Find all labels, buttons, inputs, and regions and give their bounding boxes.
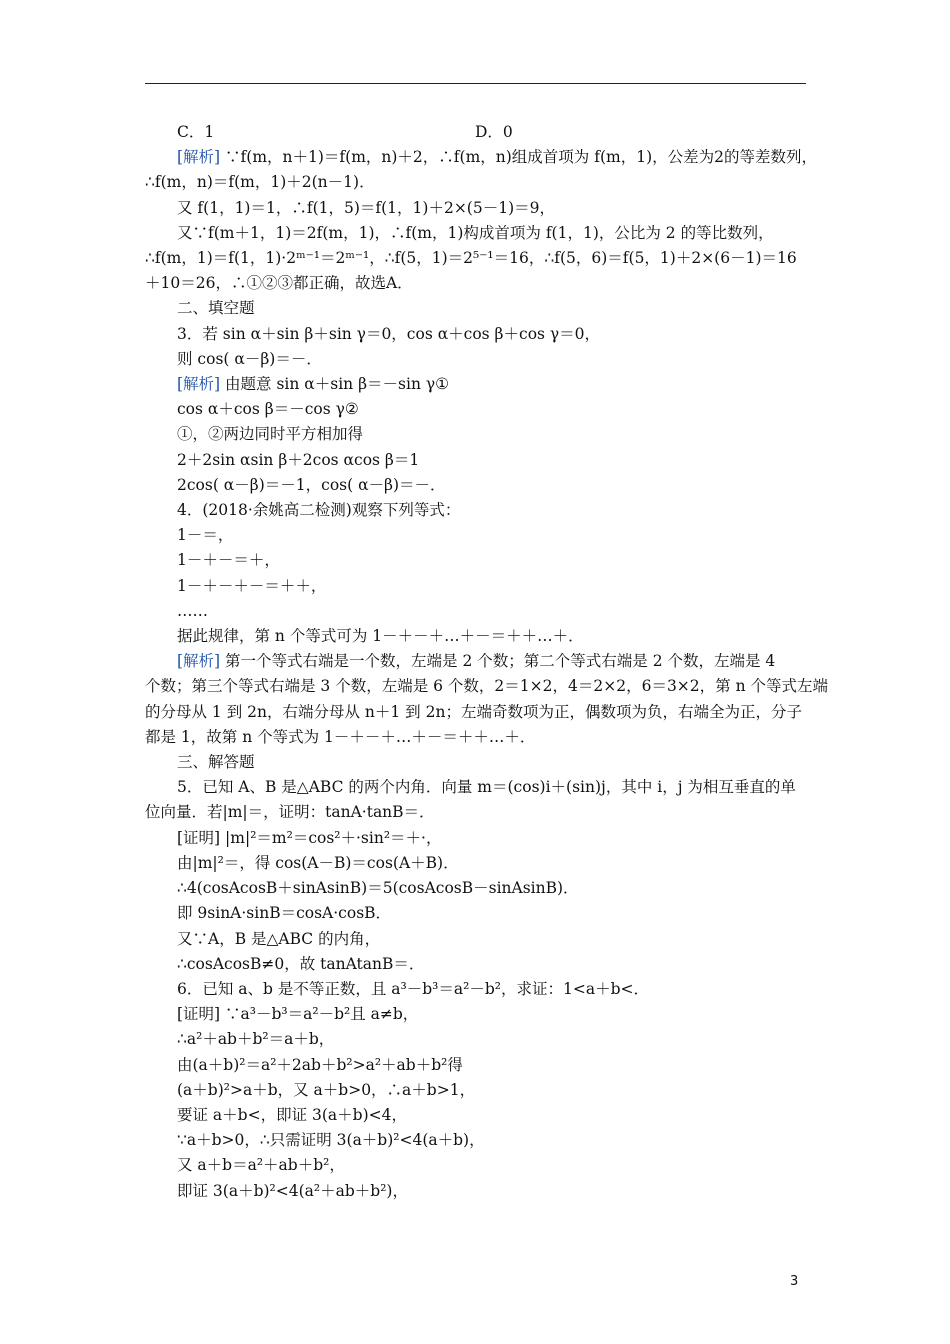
text-line: ∴f(m，1)＝f(1，1)·2ᵐ⁻¹＝2ᵐ⁻¹，∴f(5，1)＝2⁵⁻¹＝16，∴f(5，6)＝f(5，1)＋2×(6－1)＝16 [145, 249, 797, 268]
question-4: 4．(2018·余姚高二检测)观察下列等式： [177, 501, 461, 520]
analysis-tag: [解析] [177, 652, 221, 671]
text-line: 由(a＋b)²＝a²＋2ab＋b²>a²＋ab＋b²得 [177, 1055, 463, 1074]
answer-options [145, 120, 815, 145]
text-line: 个数；第三个等式右端是 3 个数，左端是 6 个数，2＝1×2，4＝2×2，6＝3×2，第 n 个等式左端 [145, 677, 828, 696]
page-number: 3 [790, 1274, 799, 1289]
analysis-tag: [解析] [177, 375, 221, 394]
option-c: C．1 [177, 123, 215, 141]
text-line: 又 f(1，1)＝1，∴f(1，5)＝f(1，1)＋2×(5－1)＝9， [177, 198, 555, 217]
text-line: [证明] ∵a³－b³＝a²－b²且 a≠b， [177, 1005, 419, 1024]
analysis-tag: [解析] [177, 148, 221, 167]
text-line: 的分母从 1 到 2n，右端分母从 n＋1 到 2n；左端奇数项为正，偶数项为负，右端全为正，分子 [145, 702, 802, 721]
text-line: ∴4(cosAcosB＋sinAsinB)＝5(cosAcosB－sinAsinB)． [177, 879, 579, 898]
text-line: 2＋2sin αsin β＋2cos αcos β＝1 [177, 450, 420, 469]
text-line: 1－＝， [177, 526, 234, 545]
text-line: 又∵A，B 是△ABC 的内角， [177, 929, 381, 948]
text-line: [解析] 第一个等式右端是一个数，左端是 2 个数；第二个等式右端是 2 个数，左端是 4 [177, 652, 776, 671]
text-line: 则 cos( α－β)＝－． [177, 349, 322, 368]
text-line: [解析] 由题意 sin α＋sin β＝－sin γ① [177, 375, 450, 394]
text-line: ∴f(m，n)＝f(m，1)＋2(n－1)． [145, 173, 375, 192]
header-rule [145, 83, 806, 84]
section-heading: 二、填空题 [177, 299, 255, 318]
text-line: 即证 3(a＋b)²<4(a²＋ab＋b²)， [177, 1181, 408, 1200]
text-line: (a＋b)²>a＋b，又 a＋b>0，∴a＋b>1， [177, 1080, 476, 1099]
text-line: ∴a²＋ab＋b²＝a＋b， [177, 1030, 335, 1049]
text-line: 又∵f(m＋1，1)＝2f(m，1)，∴f(m，1)构成首项为 f(1，1)，公比为 2 的等比数列， [177, 223, 774, 242]
text-line: ＋10＝26，∴①②③都正确，故选A． [145, 274, 413, 293]
question-5: 5．已知 A、B 是△ABC 的两个内角．向量 m＝(cos)i＋(sin)j，其中 i，j 为相互垂直的单 [177, 778, 796, 797]
text-line: 1－＋－＋－＝＋＋， [177, 576, 327, 595]
option-d: D．0 [475, 123, 513, 141]
text-line: 又 a＋b＝a²＋ab＋b²， [177, 1156, 345, 1175]
text-line: ∵a＋b>0，∴只需证明 3(a＋b)²<4(a＋b)， [177, 1131, 485, 1150]
text-line: 即 9sinA·sinB＝cosA·cosB． [177, 904, 392, 923]
proof-tag: [证明] [177, 828, 221, 847]
text-line: 由|m|²＝，得 cos(A－B)＝cos(A＋B)． [177, 853, 459, 872]
text-line: 2cos( α－β)＝－1，cos( α－β)＝－． [177, 475, 446, 494]
text-line: [证明] |m|²＝m²＝cos²＋·sin²＝＋·， [177, 828, 442, 847]
text-line: 1－＋－＝＋， [177, 551, 280, 570]
text-line: 位向量．若|m|＝，证明：tanA·tanB＝． [145, 803, 435, 822]
text-line: 要证 a＋b<，即证 3(a＋b)<4， [177, 1105, 407, 1124]
text-line: [解析] ∵f(m，n＋1)＝f(m，n)＋2，∴f(m，n)组成首项为 f(m，1)，公差为2的等差数列， [177, 148, 817, 167]
text-line: cos α＋cos β＝－cos γ② [177, 400, 359, 419]
text-line: 都是 1，故第 n 个等式为 1－＋－＋…＋－＝＋＋…＋． [145, 727, 536, 746]
question-6: 6．已知 a、b 是不等正数，且 a³－b³＝a²－b²，求证：1<a＋b<． [177, 979, 649, 998]
text-line: 据此规律，第 n 个等式可为 1－＋－＋…＋－＝＋＋…＋． [177, 627, 584, 646]
proof-tag: [证明] [177, 1005, 221, 1024]
question-3: 3．若 sin α＋sin β＋sin γ＝0，cos α＋cos β＋cos γ＝0， [177, 324, 601, 343]
text-line: …… [177, 601, 208, 620]
text-line: ∴cosAcosB≠0，故 tanAtanB＝． [177, 954, 425, 973]
section-heading: 三、解答题 [177, 753, 255, 772]
document-body [145, 120, 828, 1204]
text-line: ①，②两边同时平方相加得 [177, 425, 364, 444]
